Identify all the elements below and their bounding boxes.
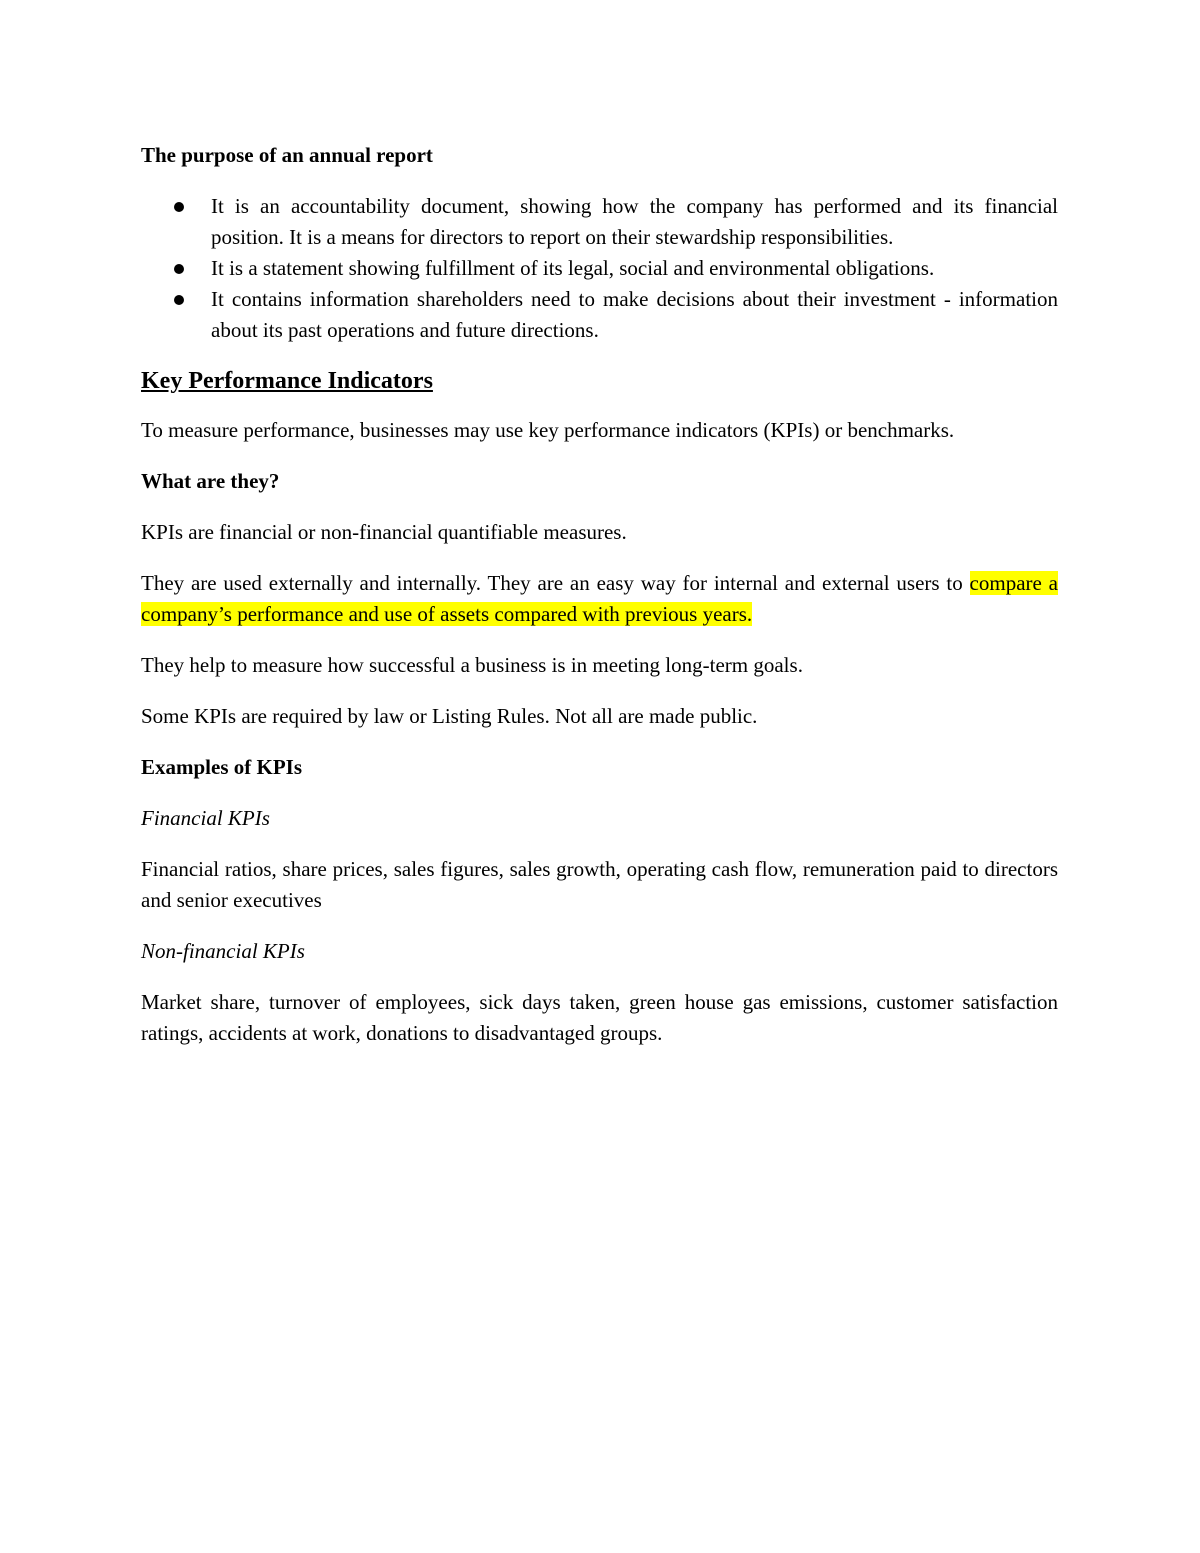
- bullet-icon: [174, 295, 184, 305]
- financial-kpis-heading: Financial KPIs: [141, 806, 270, 830]
- financial-kpis-paragraph: Financial ratios, share prices, sales figures, sales growth, operating cash flow, remuneration paid to directors and senior executives: [141, 857, 1058, 912]
- list-item: [141, 191, 1058, 253]
- bullet-text: It is an accountability document, showing how the company has performed and its financial position. It is a means for directors to report on their stewardship responsibilities.: [211, 194, 1058, 249]
- usage-text: They are used externally and internally. They are an easy way for internal and external users to: [141, 571, 963, 595]
- kpi-help-paragraph: They help to measure how successful a business is in meeting long-term goals.: [141, 653, 803, 677]
- bullet-icon: [174, 202, 184, 212]
- what-are-they-heading: What are they?: [141, 469, 280, 493]
- examples-heading: Examples of KPIs: [141, 755, 303, 779]
- bullet-text: It contains information shareholders need to make decisions about their investment - information about its past operations and future directions.: [211, 287, 1058, 342]
- nonfinancial-kpis-paragraph: Market share, turnover of employees, sick days taken, green house gas emissions, customer satisfaction ratings, accidents at work, donations to disadvantaged groups.: [141, 990, 1058, 1045]
- nonfinancial-kpis-heading: Non-financial KPIs: [141, 939, 305, 963]
- bullet-icon: [174, 264, 184, 274]
- list-item: [141, 284, 1058, 346]
- list-item: [141, 253, 1058, 284]
- document-page: [141, 140, 1058, 1069]
- annual-report-purpose-heading: The purpose of an annual report: [141, 143, 433, 167]
- purpose-bullet-list: [141, 191, 1058, 346]
- kpi-definition-paragraph: KPIs are financial or non-financial quantifiable measures.: [141, 520, 627, 544]
- bullet-text: It is a statement showing fulfillment of its legal, social and environmental obligations.: [211, 256, 935, 280]
- kpi-usage-paragraph: [141, 568, 1058, 630]
- kpi-law-paragraph: Some KPIs are required by law or Listing Rules. Not all are made public.: [141, 704, 758, 728]
- highlighted-text: compare a company’s performance and use of assets compared with previous years.: [141, 571, 1058, 626]
- kpi-intro-paragraph: To measure performance, businesses may use key performance indicators (KPIs) or benchmarks.: [141, 418, 955, 442]
- kpi-heading: Key Performance Indicators: [141, 368, 433, 394]
